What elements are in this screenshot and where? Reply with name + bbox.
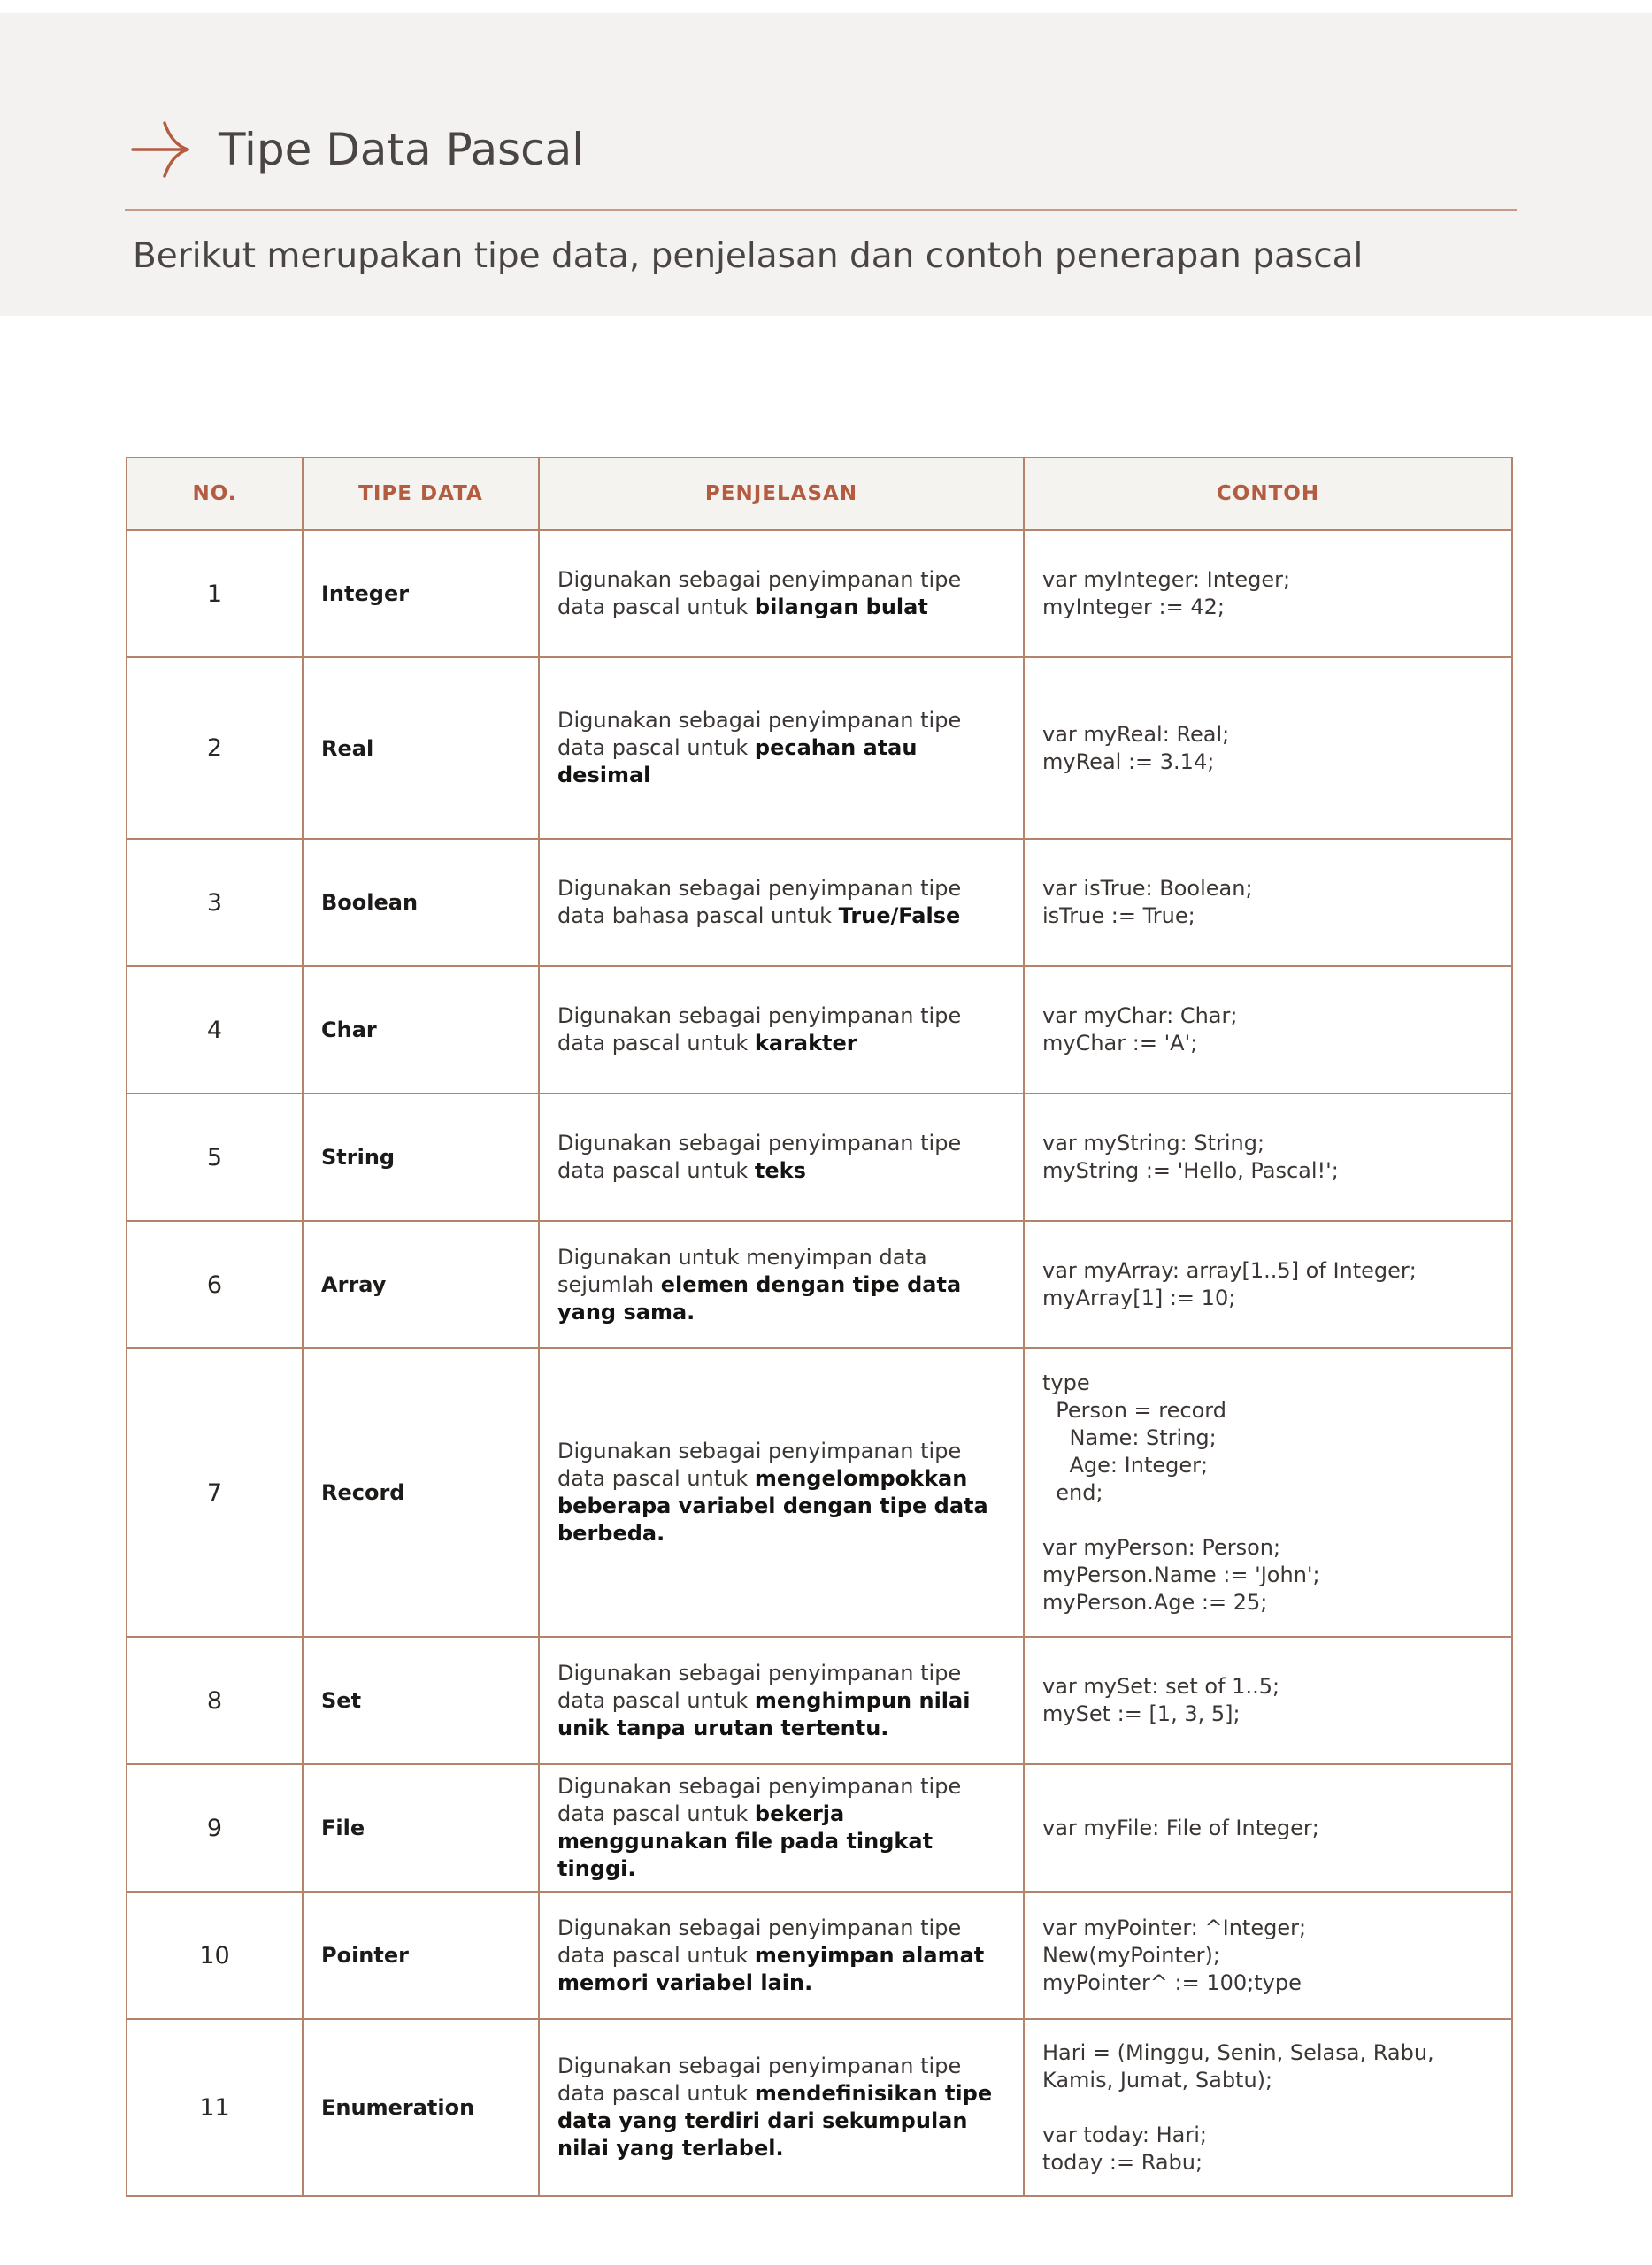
row-description xyxy=(539,1094,1024,1221)
description-emphasis: mendefinisikan tipe data yang terdiri dari sekumpulan nilai yang terlabel. xyxy=(557,2081,993,2161)
description-text: Digunakan sebagai penyimpanan tipe data pascal untuk xyxy=(557,567,962,619)
row-example: var myArray: array[1..5] of Integer; myArray[1] := 10; xyxy=(1024,1221,1512,1348)
description-text: Digunakan sebagai penyimpanan tipe data pascal untuk xyxy=(557,1439,962,1491)
description-emphasis: mengelompokkan beberapa variabel dengan tipe data berbeda. xyxy=(557,1466,988,1546)
row-example: var myInteger: Integer; myInteger := 42; xyxy=(1024,530,1512,657)
description-text: Digunakan sebagai penyimpanan tipe data bahasa pascal untuk xyxy=(557,876,962,928)
description-emphasis: menyimpan alamat memori variabel lain. xyxy=(557,1942,985,1995)
row-type: Integer xyxy=(303,530,539,657)
row-example: type Person = record Name: String; Age: Integer; end; var myPerson: Person; myPerson.Name := 'John'; myPerson.Age := 25; xyxy=(1024,1348,1512,1637)
table-row xyxy=(127,530,1512,657)
description-emphasis: elemen dengan tipe data yang sama. xyxy=(557,1271,962,1324)
table-header-row xyxy=(127,457,1512,530)
row-number: 7 xyxy=(127,1348,303,1637)
description-text: Digunakan untuk menyimpan data sejumlah xyxy=(557,1244,927,1297)
row-description xyxy=(539,530,1024,657)
column-header-description: PENJELASAN xyxy=(539,457,1024,530)
row-type: Char xyxy=(303,966,539,1094)
row-type: Set xyxy=(303,1637,539,1764)
table-row xyxy=(127,839,1512,966)
row-example: var myReal: Real; myReal := 3.14; xyxy=(1024,657,1512,839)
row-description xyxy=(539,657,1024,839)
description-emphasis: pecahan atau desimal xyxy=(557,735,918,787)
description-emphasis: menghimpun nilai unik tanpa urutan tertentu. xyxy=(557,1687,971,1740)
row-type: Array xyxy=(303,1221,539,1348)
row-type: File xyxy=(303,1764,539,1892)
description-emphasis: teks xyxy=(754,1158,806,1183)
table-row xyxy=(127,1892,1512,2019)
table-row xyxy=(127,1094,1512,1221)
row-example: var myString: String; myString := 'Hello, Pascal!'; xyxy=(1024,1094,1512,1221)
row-number: 9 xyxy=(127,1764,303,1892)
description-emphasis: bekerja menggunakan file pada tingkat tinggi. xyxy=(557,1801,934,1881)
table-row xyxy=(127,657,1512,839)
column-header-no: NO. xyxy=(127,457,303,530)
row-description xyxy=(539,1892,1024,2019)
description-emphasis: True/False xyxy=(838,903,961,928)
row-description xyxy=(539,966,1024,1094)
row-example: var myPointer: ^Integer; New(myPointer); myPointer^ := 100;type xyxy=(1024,1892,1512,2019)
description-emphasis: bilangan bulat xyxy=(754,595,928,619)
table-row xyxy=(127,2019,1512,2196)
row-description xyxy=(539,1764,1024,1892)
column-header-example: CONTOH xyxy=(1024,457,1512,530)
description-text: Digunakan sebagai penyimpanan tipe data pascal untuk xyxy=(557,1774,962,1826)
row-type: Boolean xyxy=(303,839,539,966)
row-number: 8 xyxy=(127,1637,303,1764)
description-text: Digunakan sebagai penyimpanan tipe data pascal untuk xyxy=(557,2054,962,2106)
description-text: Digunakan sebagai penyimpanan tipe data pascal untuk xyxy=(557,1131,962,1183)
row-number: 4 xyxy=(127,966,303,1094)
arrow-right-icon xyxy=(129,118,193,181)
row-type: Pointer xyxy=(303,1892,539,2019)
row-number: 5 xyxy=(127,1094,303,1221)
description-text: Digunakan sebagai penyimpanan tipe data pascal untuk xyxy=(557,1660,962,1713)
description-text: Digunakan sebagai penyimpanan tipe data pascal untuk xyxy=(557,1915,962,1968)
row-example: var mySet: set of 1..5; mySet := [1, 3, 5]; xyxy=(1024,1637,1512,1764)
row-description xyxy=(539,2019,1024,2196)
table-row xyxy=(127,1348,1512,1637)
table-row xyxy=(127,1221,1512,1348)
row-number: 6 xyxy=(127,1221,303,1348)
row-example: var isTrue: Boolean; isTrue := True; xyxy=(1024,839,1512,966)
row-description xyxy=(539,1637,1024,1764)
row-number: 3 xyxy=(127,839,303,966)
row-number: 11 xyxy=(127,2019,303,2196)
row-type: Enumeration xyxy=(303,2019,539,2196)
table-row xyxy=(127,1637,1512,1764)
row-number: 2 xyxy=(127,657,303,839)
row-description xyxy=(539,1348,1024,1637)
row-number: 1 xyxy=(127,530,303,657)
page-subtitle: Berikut merupakan tipe data, penjelasan dan contoh penerapan pascal xyxy=(133,236,1364,276)
column-header-type: TIPE DATA xyxy=(303,457,539,530)
row-description xyxy=(539,839,1024,966)
table-row xyxy=(127,1764,1512,1892)
data-type-table xyxy=(126,457,1513,2197)
table-row xyxy=(127,966,1512,1094)
description-text: Digunakan sebagai penyimpanan tipe data pascal untuk xyxy=(557,1003,962,1056)
page-title: Tipe Data Pascal xyxy=(219,124,585,175)
title-divider xyxy=(125,209,1517,211)
row-example: var myChar: Char; myChar := 'A'; xyxy=(1024,966,1512,1094)
description-text: Digunakan sebagai penyimpanan tipe data pascal untuk xyxy=(557,708,962,760)
row-number: 10 xyxy=(127,1892,303,2019)
row-type: String xyxy=(303,1094,539,1221)
row-description xyxy=(539,1221,1024,1348)
row-example: var myFile: File of Integer; xyxy=(1024,1764,1512,1892)
row-type: Record xyxy=(303,1348,539,1637)
row-type: Real xyxy=(303,657,539,839)
description-emphasis: karakter xyxy=(754,1031,857,1056)
row-example: Hari = (Minggu, Senin, Selasa, Rabu, Kamis, Jumat, Sabtu); var today: Hari; today := Rabu; xyxy=(1024,2019,1512,2196)
